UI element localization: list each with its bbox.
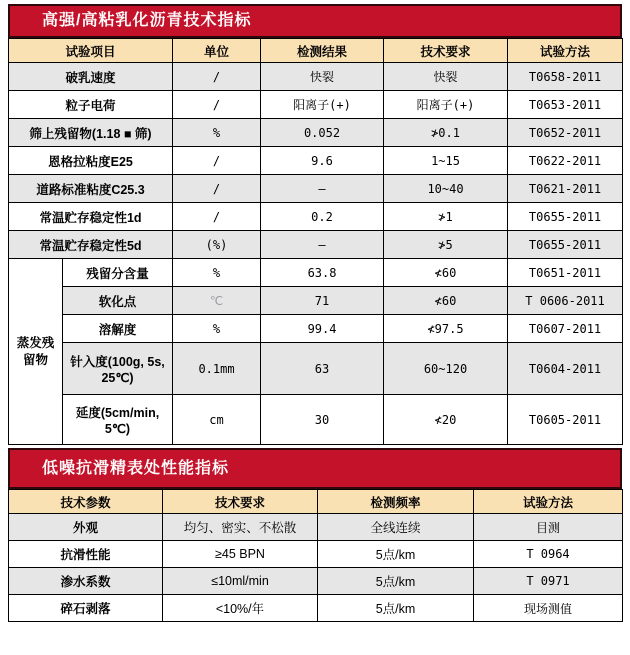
col-header-unit: 单位 [173, 39, 261, 63]
col-header-test-item: 试验项目 [9, 39, 173, 63]
row-label: 筛上残留物(1.18 ■ 筛) [9, 119, 173, 147]
method-cell: T0605-2011 [508, 395, 623, 445]
frequency-cell: 全线连续 [318, 514, 474, 541]
unit-cell: / [173, 203, 261, 231]
table-row [9, 63, 623, 91]
result-cell: — [261, 175, 384, 203]
table-row [9, 595, 623, 622]
requirement-cell: ≮20 [384, 395, 508, 445]
unit-cell: / [173, 91, 261, 119]
requirement-cell: 60~120 [384, 343, 508, 395]
requirement-cell: ≯1 [384, 203, 508, 231]
row-label: 常温贮存稳定性1d [9, 203, 173, 231]
result-cell: 99.4 [261, 315, 384, 343]
row-label: 恩格拉粘度E25 [9, 147, 173, 175]
unit-cell: / [173, 63, 261, 91]
row-label: 外观 [9, 514, 163, 541]
row-label: 道路标准粘度C25.3 [9, 175, 173, 203]
requirement-cell: ≥45 BPN [163, 541, 318, 568]
requirement-cell: 均匀、密实、不松散 [163, 514, 318, 541]
unit-cell: % [173, 315, 261, 343]
table-row [9, 231, 623, 259]
result-cell: 71 [261, 287, 384, 315]
row-label: 针入度(100g, 5s, 25℃) [63, 343, 173, 395]
requirement-cell: ≮97.5 [384, 315, 508, 343]
row-label: 常温贮存稳定性5d [9, 231, 173, 259]
col-header-method: 试验方法 [474, 490, 623, 514]
unit-cell: 0.1mm [173, 343, 261, 395]
section1-table [8, 38, 623, 445]
requirement-cell: 10~40 [384, 175, 508, 203]
requirement-cell: 1~15 [384, 147, 508, 175]
frequency-cell: 5点/km [318, 541, 474, 568]
requirement-cell: ≯0.1 [384, 119, 508, 147]
requirement-cell: <10%/年 [163, 595, 318, 622]
requirement-cell: ≮60 [384, 287, 508, 315]
row-label: 抗滑性能 [9, 541, 163, 568]
section1-header-row [9, 39, 623, 63]
section1-banner [8, 4, 622, 38]
result-cell: 0.2 [261, 203, 384, 231]
method-cell: T0655-2011 [508, 203, 623, 231]
table-row [9, 343, 623, 395]
section2-header-row [9, 490, 623, 514]
col-header-requirement: 技术要求 [163, 490, 318, 514]
unit-cell: ℃ [173, 287, 261, 315]
result-cell: 30 [261, 395, 384, 445]
method-cell: T0653-2011 [508, 91, 623, 119]
col-header-requirement: 技术要求 [384, 39, 508, 63]
requirement-cell: ≯5 [384, 231, 508, 259]
method-cell: 现场测值 [474, 595, 623, 622]
row-label: 渗水系数 [9, 568, 163, 595]
row-label: 延度(5cm/min, 5℃) [63, 395, 173, 445]
table-row [9, 541, 623, 568]
section2-table [8, 489, 623, 622]
table-row [9, 315, 623, 343]
method-cell: T0651-2011 [508, 259, 623, 287]
method-cell: T 0606-2011 [508, 287, 623, 315]
requirement-cell: 快裂 [384, 63, 508, 91]
method-cell: T0652-2011 [508, 119, 623, 147]
method-cell: T 0971 [474, 568, 623, 595]
table-row [9, 203, 623, 231]
row-label: 粒子电荷 [9, 91, 173, 119]
col-header-method: 试验方法 [508, 39, 623, 63]
table-row [9, 568, 623, 595]
group-label-evaporation-residue: 蒸发残留物 [9, 259, 63, 445]
method-cell: T0655-2011 [508, 231, 623, 259]
unit-cell: % [173, 119, 261, 147]
frequency-cell: 5点/km [318, 568, 474, 595]
section2-banner [8, 448, 622, 489]
col-header-frequency: 检测频率 [318, 490, 474, 514]
method-cell: T0604-2011 [508, 343, 623, 395]
col-header-result: 检测结果 [261, 39, 384, 63]
row-label: 破乳速度 [9, 63, 173, 91]
table-row [9, 175, 623, 203]
result-cell: 9.6 [261, 147, 384, 175]
table-row [9, 91, 623, 119]
unit-cell: / [173, 147, 261, 175]
table-row [9, 259, 623, 287]
requirement-cell: ≤10ml/min [163, 568, 318, 595]
result-cell: 63.8 [261, 259, 384, 287]
result-cell: 阳离子(+) [261, 91, 384, 119]
section2-title: 低噪抗滑精表处性能指标 [42, 460, 230, 477]
requirement-cell: 阳离子(+) [384, 91, 508, 119]
requirement-cell: ≮60 [384, 259, 508, 287]
section1-title: 高强/高粘乳化沥青技术指标 [42, 12, 252, 29]
row-label: 溶解度 [63, 315, 173, 343]
method-cell: T0622-2011 [508, 147, 623, 175]
unit-cell: % [173, 259, 261, 287]
unit-cell: (%) [173, 231, 261, 259]
method-cell: T0621-2011 [508, 175, 623, 203]
row-label: 残留分含量 [63, 259, 173, 287]
row-label: 软化点 [63, 287, 173, 315]
method-cell: T0658-2011 [508, 63, 623, 91]
result-cell: 快裂 [261, 63, 384, 91]
result-cell: — [261, 231, 384, 259]
method-cell: 目测 [474, 514, 623, 541]
table-row [9, 395, 623, 445]
table-row [9, 287, 623, 315]
result-cell: 0.052 [261, 119, 384, 147]
table-row [9, 119, 623, 147]
frequency-cell: 5点/km [318, 595, 474, 622]
method-cell: T0607-2011 [508, 315, 623, 343]
col-header-parameter: 技术参数 [9, 490, 163, 514]
method-cell: T 0964 [474, 541, 623, 568]
table-row [9, 514, 623, 541]
unit-cell: cm [173, 395, 261, 445]
row-label: 碎石剥落 [9, 595, 163, 622]
table-row [9, 147, 623, 175]
result-cell: 63 [261, 343, 384, 395]
unit-cell: / [173, 175, 261, 203]
